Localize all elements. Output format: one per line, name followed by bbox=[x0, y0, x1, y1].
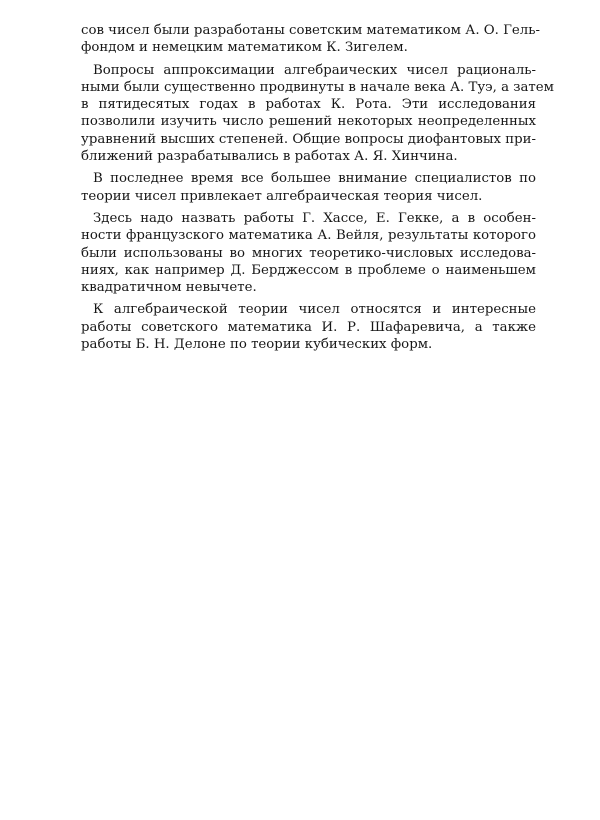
text-line: работы Б. Н. Делоне по теории кубических форм. bbox=[81, 337, 433, 353]
text-line: позволили изучить число решений некоторых неопределенных bbox=[81, 114, 536, 130]
text-line: работы советского математика И. Р. Шафаревича, а также bbox=[81, 319, 536, 335]
text-line: Здесь надо назвать работы Г. Хассе, Е. Гекке, а в особен- bbox=[93, 210, 536, 226]
text-line: фондом и немецким математиком К. Зигелем. bbox=[81, 40, 408, 56]
text-line: Вопросы аппроксимации алгебраических чисел рациональ- bbox=[93, 62, 536, 78]
text-line: В последнее время все большее внимание специалистов по bbox=[93, 171, 536, 187]
text-line: квадратичном невычете. bbox=[81, 280, 257, 296]
text-line: уравнений высших степеней. Общие вопросы диофантовых при- bbox=[81, 131, 536, 147]
text-line: ности французского математика А. Вейля, результаты которого bbox=[81, 228, 536, 244]
paragraph-shafarevich bbox=[81, 301, 536, 353]
text-line: теории чисел привлекает алгебраическая теория чисел. bbox=[81, 188, 483, 204]
text-line: ближений разрабатывались в работах А. Я. Хинчина. bbox=[81, 149, 458, 165]
paragraph-algebraic-theory bbox=[81, 170, 536, 205]
text-line: К алгебраической теории чисел относятся и интересные bbox=[93, 302, 536, 318]
text-line: сов чисел были разработаны советским математиком А. О. Гель- bbox=[81, 23, 540, 38]
body-text bbox=[81, 22, 554, 353]
paragraph-continuation bbox=[81, 22, 540, 57]
text-line: ниях, как например Д. Берджессом в проблеме о наименьшем bbox=[81, 262, 536, 278]
paragraph-hasse-hecke bbox=[81, 210, 536, 296]
paragraph-approximation bbox=[81, 62, 554, 166]
text-line: были использованы во многих теоретико-числовых исследова- bbox=[81, 245, 536, 261]
text-line: в пятидесятых годах в работах К. Рота. Эти исследования bbox=[81, 97, 536, 113]
text-line: ными были существенно продвинуты в начале века А. Туэ, а затем bbox=[81, 79, 554, 95]
